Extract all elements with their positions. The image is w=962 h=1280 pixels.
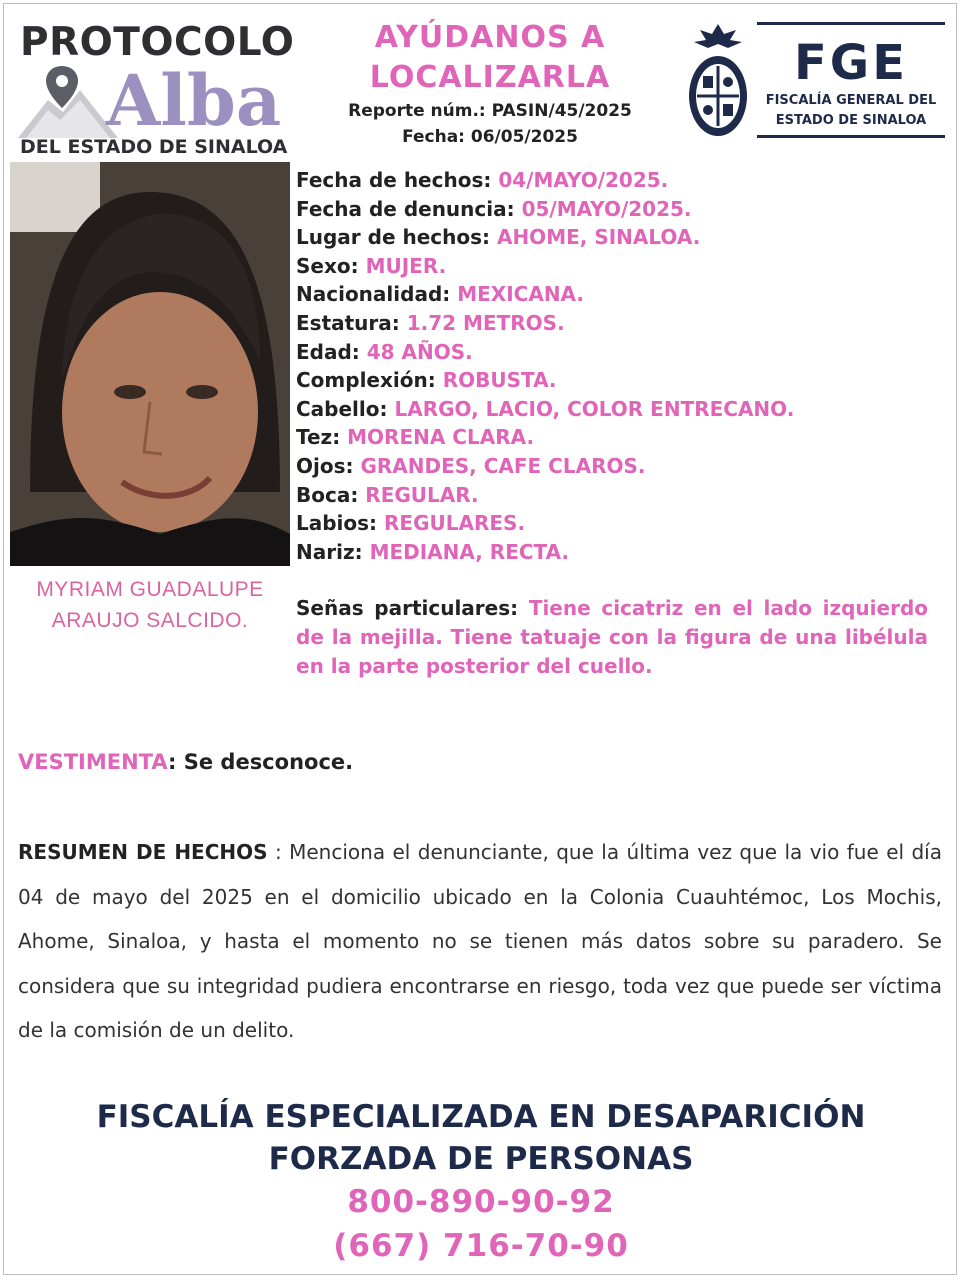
report-date: Fecha: 06/05/2025 <box>402 127 578 147</box>
report-number: Reporte núm.: PASIN/45/2025 <box>348 101 632 121</box>
fge-acronym: FGE <box>794 35 908 91</box>
field-value: 05/MAYO/2025. <box>521 196 692 221</box>
fge-name-line1: FISCALÍA GENERAL DEL <box>765 93 937 108</box>
logo-protocolo-text: PROTOCOLO <box>20 20 295 65</box>
field-nacionalidad <box>296 280 936 309</box>
senas-value: Tiene cicatriz en el lado izquierdo de la mejilla. Tiene tatuaje con la figura de una libélula en la parte posterior del cuello. <box>296 596 929 678</box>
field-sexo <box>296 252 936 281</box>
field-value: REGULAR. <box>365 482 479 507</box>
person-portrait-icon <box>10 162 290 566</box>
person-photo <box>10 162 290 566</box>
footer-phone-2: (667) 716-70-90 <box>333 1228 629 1264</box>
field-value: 48 AÑOS. <box>366 339 473 364</box>
page-title-line1: AYÚDANOS A <box>374 20 606 55</box>
protocolo-alba-logo <box>18 18 303 160</box>
resumen-label: RESUMEN DE HECHOS <box>18 840 268 864</box>
vestimenta-sep: : <box>168 750 184 774</box>
fge-logo <box>757 22 945 138</box>
field-value: LARGO, LACIO, COLOR ENTRECANO. <box>394 396 795 421</box>
field-cabello <box>296 395 936 424</box>
senas-particulares <box>296 594 928 681</box>
field-boca <box>296 481 936 510</box>
resumen-de-hechos <box>18 830 942 1053</box>
field-label: Ojos: <box>296 453 361 478</box>
field-value: 04/MAYO/2025. <box>498 168 669 192</box>
field-ojos <box>296 452 936 481</box>
state-seal-icon <box>686 22 750 140</box>
field-value: MUJER. <box>365 253 447 278</box>
field-label: Lugar de hechos: <box>296 225 497 250</box>
field-value: REGULARES. <box>384 511 526 536</box>
logo-estado-text: DEL ESTADO DE SINALOA <box>20 136 288 158</box>
person-name-line1: MYRIAM GUADALUPE <box>36 578 264 601</box>
vestimenta-label: VESTIMENTA <box>18 750 169 774</box>
field-fecha-hechos <box>296 166 936 195</box>
field-edad <box>296 338 936 367</box>
vestimenta <box>18 750 353 774</box>
field-fecha-denuncia <box>296 195 936 224</box>
footer-contact <box>0 1096 962 1268</box>
description-fields <box>296 166 936 566</box>
field-tez <box>296 423 936 452</box>
field-label: Edad: <box>296 339 367 364</box>
field-lugar-hechos <box>296 223 936 252</box>
field-label: Sexo: <box>296 253 366 278</box>
field-label: Tez: <box>296 425 348 450</box>
vestimenta-value: Se desconoce. <box>183 750 354 774</box>
field-label: Nariz: <box>296 539 370 564</box>
logo-alba-text: Alba <box>106 59 282 142</box>
field-complexion <box>296 366 936 395</box>
header-center <box>320 18 660 150</box>
field-label: Nacionalidad: <box>296 282 458 307</box>
footer-org-line1: FISCALÍA ESPECIALIZADA EN DESAPARICIÓN <box>96 1099 866 1135</box>
page-title-line2: LOCALIZARLA <box>369 60 611 95</box>
field-label: Labios: <box>296 511 385 536</box>
field-label: Fecha de hechos: <box>296 168 499 192</box>
senas-label: Señas particulares: <box>296 596 529 620</box>
field-value: AHOME, SINALOA. <box>496 225 701 250</box>
field-value: MORENA CLARA. <box>347 425 535 450</box>
field-value: 1.72 METROS. <box>406 310 565 335</box>
footer-phone-1: 800-890-90-92 <box>347 1184 615 1220</box>
field-value: ROBUSTA. <box>442 368 557 393</box>
field-label: Fecha de denuncia: <box>296 196 522 221</box>
field-value: MEDIANA, RECTA. <box>369 539 570 564</box>
location-pin-icon <box>18 60 118 140</box>
person-name-line2: ARAUJO SALCIDO. <box>51 609 249 632</box>
field-estatura <box>296 309 936 338</box>
field-value: GRANDES, CAFE CLAROS. <box>360 453 646 478</box>
field-labios <box>296 509 936 538</box>
resumen-text: : Menciona el denunciante, que la última vez que la vio fue el día 04 de mayo del 2025 en el domicilio ubicado en la Colonia Cuauhtémoc, Los Mochis, Ahome, Sinaloa, y hasta el momento no se tienen más datos sobre su paradero. Se considera que su integridad pudiera encontrarse en riesgo, toda vez que puede ser víctima de la comisión de un delito. <box>18 840 942 1042</box>
field-nariz <box>296 538 936 567</box>
field-label: Estatura: <box>296 310 407 335</box>
field-value: MEXICANA. <box>457 282 585 307</box>
person-name <box>10 574 290 636</box>
field-label: Complexión: <box>296 368 443 393</box>
fge-name-line2: ESTADO DE SINALOA <box>775 113 927 128</box>
footer-org-line2: FORZADA DE PERSONAS <box>268 1141 694 1177</box>
field-label: Boca: <box>296 482 366 507</box>
field-label: Cabello: <box>296 396 395 421</box>
